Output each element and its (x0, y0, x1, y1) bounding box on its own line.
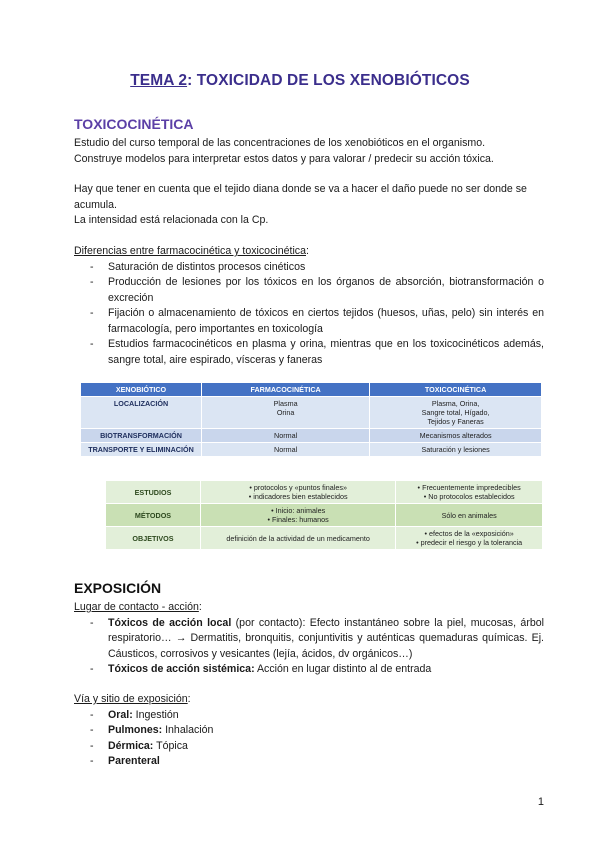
list-item (74, 616, 544, 663)
table-cell: Normal (202, 429, 370, 443)
comparison-table-1 (80, 382, 542, 457)
row-label: MÉTODOS (106, 504, 201, 527)
section-heading-toxicocinetica: TOXICOCINÉTICA (74, 116, 194, 132)
colon: : (198, 601, 202, 613)
bold-term: Pulmones: (108, 724, 163, 736)
title-prefix: TEMA 2 (130, 72, 188, 89)
table-cell: Plasma Orina (202, 397, 370, 429)
list-item (74, 708, 544, 724)
differences-list (74, 260, 544, 369)
paragraph: Hay que tener en cuenta que el tejido diana donde se va a hacer el daño puede no ser donde se acumula. (74, 183, 527, 211)
table-cell (396, 504, 543, 527)
table-header: TOXICOCINÉTICA (370, 383, 542, 397)
row-label: OBJETIVOS (106, 527, 201, 550)
list-item (74, 754, 544, 770)
table-row (81, 443, 542, 457)
item-text: Tópica (153, 739, 188, 752)
title-rest: : TOXICIDAD DE LOS XENOBIÓTICOS (187, 72, 470, 89)
comparison-table-2 (105, 480, 543, 550)
cell-line: • No protocolos establecidos (399, 492, 539, 501)
table-row (106, 481, 543, 504)
row-label: ESTUDIOS (106, 481, 201, 504)
bold-term: Tóxicos de acción sistémica: (108, 663, 255, 675)
table-cell (396, 527, 543, 550)
table-cell: Saturación y lesiones (370, 443, 542, 457)
cell-line: • Frecuentemente impredecibles (399, 483, 539, 492)
list-item (74, 723, 544, 739)
item-text: (por contacto): Efecto instantáneo sobre la piel, mucosas, árbol respiratorio… → Dermatitis, bronquitis, conjuntivitis y auténticas quemaduras químicas. Ej. Cáusticos, corrosivos y vesicantes (lejía, ácidos, dv orgánicos…) (108, 616, 544, 660)
bold-term: Parenteral (108, 755, 160, 767)
paragraph: Construye modelos para interpretar estos datos y para valorar / predecir su acción tóxica. (74, 152, 494, 165)
cell-line: • indicadores bien establecidos (204, 492, 392, 501)
cell-line: • efectos de la «exposición» (399, 529, 539, 538)
list-item: - Producción de lesiones por los tóxicos en los órganos de absorción, biotransformación o excreción (74, 275, 544, 306)
subheading-diferencias (74, 244, 544, 260)
paragraph: Estudio del curso temporal de las concentraciones de los xenobióticos en el organismo. (74, 137, 486, 149)
cell-line: • Finales: humanos (204, 515, 392, 524)
colon: : (187, 693, 191, 705)
table-row (81, 397, 542, 429)
cell-line: Sólo en animales (441, 510, 497, 520)
route-list (74, 708, 544, 770)
table-row (106, 527, 543, 550)
list-item (74, 739, 544, 755)
cell-line: • protocolos y «puntos finales» (204, 483, 392, 492)
bold-term: Dérmica: (108, 739, 154, 752)
table-cell: Mecanismos alterados (370, 429, 542, 443)
subheading-via (74, 692, 544, 708)
subheading-lugar (74, 600, 544, 616)
item-text: Ingestión (132, 708, 179, 721)
table-row (106, 504, 543, 527)
table-cell (201, 481, 396, 504)
table-header: FARMACOCINÉTICA (202, 383, 370, 397)
bold-term: Oral: (108, 708, 133, 721)
list-item: - Saturación de distintos procesos cinéticos (74, 260, 544, 276)
row-label: LOCALIZACIÓN (81, 397, 202, 429)
table-cell (201, 504, 396, 527)
subheading-text: Lugar de contacto - acción (74, 601, 199, 613)
subheading-text: Diferencias entre farmacocinética y toxicocinética (74, 245, 306, 257)
item-text: Inhalación (162, 724, 214, 736)
cell-line: • predecir el riesgo y la tolerancia (399, 538, 539, 547)
list-item (74, 662, 544, 678)
paragraph: La intensidad está relacionada con la Cp. (74, 214, 269, 226)
subheading-text: Vía y sitio de exposición (74, 693, 188, 705)
item-text: Acción en lugar distinto al de entrada (254, 663, 432, 675)
table-header: XENOBIÓTICO (81, 383, 202, 397)
list-item: - Estudios farmacocinéticos en plasma y orina, mientras que en los toxicocinéticos además, sangre total, aire espirado, vísceras y faneras (74, 337, 544, 368)
table-cell: Normal (202, 443, 370, 457)
section-heading-exposicion: EXPOSICIÓN (74, 580, 162, 596)
table-cell (201, 527, 396, 550)
page-number: 1 (537, 796, 544, 808)
cell-line: • Inicio: animales (204, 506, 392, 515)
row-label: TRANSPORTE Y ELIMINACIÓN (81, 443, 202, 457)
bold-term: Tóxicos de acción local (108, 616, 232, 629)
row-label: BIOTRANSFORMACIÓN (81, 429, 202, 443)
colon: : (306, 245, 309, 257)
table-cell: Plasma, Orina, Sangre total, Hígado, Tejidos y Faneras (370, 397, 542, 429)
table-cell (396, 481, 543, 504)
contact-list (74, 616, 544, 678)
list-item: - Fijación o almacenamiento de tóxicos en ciertos tejidos (huesos, uñas, pelo) sin interés en farmacología, pero importantes en toxicología (74, 306, 544, 337)
page-title (0, 72, 600, 90)
cell-line: definición de la actividad de un medicamento (226, 533, 370, 543)
table-row (81, 429, 542, 443)
